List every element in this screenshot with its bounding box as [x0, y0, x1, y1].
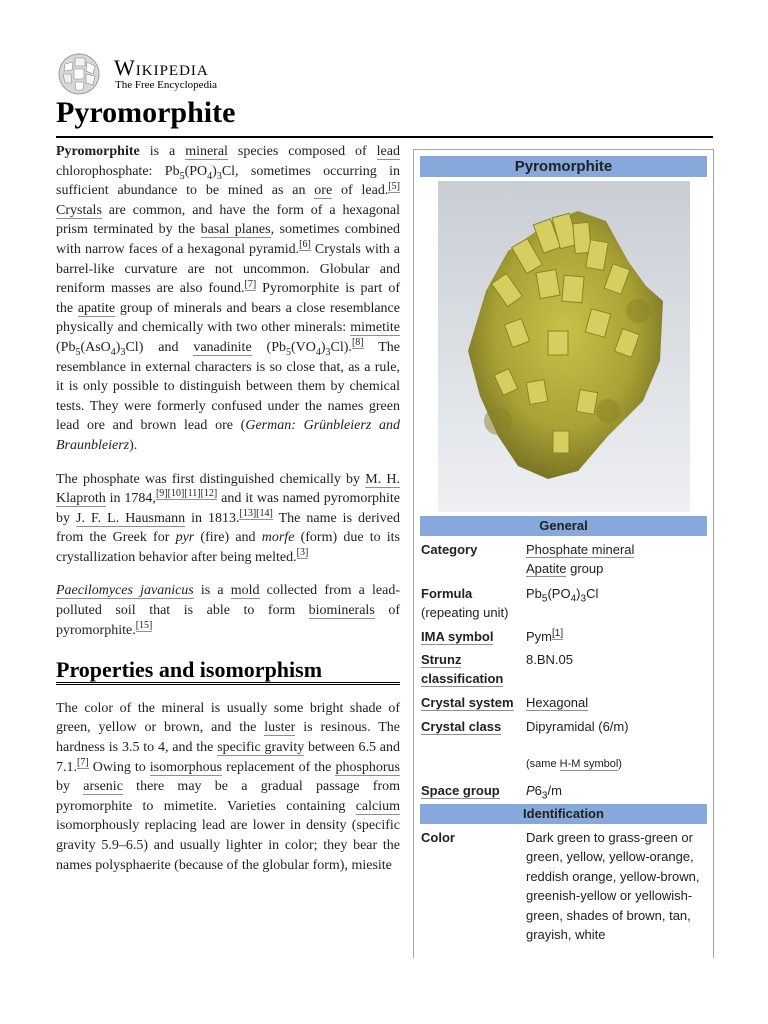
- link-basal-planes[interactable]: basal planes: [200, 222, 271, 238]
- text: species composed of: [227, 144, 377, 159]
- site-header: [55, 52, 355, 96]
- text: (form) due to its crystallization behavior after being melted.: [56, 530, 401, 565]
- citation-8[interactable]: [8]: [351, 337, 364, 349]
- citation-7b[interactable]: [7]: [77, 756, 89, 768]
- text: is resinous. The hardness is 3.5 to 4, and the: [56, 720, 400, 756]
- wikipedia-globe-logo[interactable]: [55, 52, 105, 96]
- link-hexagonal[interactable]: Hexagonal: [526, 695, 589, 710]
- link-lead[interactable]: lead: [376, 144, 400, 159]
- pyromorphite-crystal-illustration: [438, 181, 690, 512]
- formula-sublabel: (repeating unit): [421, 605, 509, 620]
- intro-paragraph-3: [56, 581, 400, 640]
- text: ).: [129, 437, 138, 453]
- space-group-value: [526, 781, 706, 800]
- link-mold[interactable]: mold: [230, 583, 260, 599]
- formula-subscript: 3: [325, 346, 331, 358]
- crystal-system-value: [526, 693, 706, 712]
- hm-pre: (same: [526, 758, 560, 770]
- ima-symbol-label[interactable]: [421, 627, 493, 646]
- strunz-label-line1: Strunz: [421, 652, 462, 667]
- formula-subscript: 3: [580, 593, 587, 605]
- link-paecilomyces[interactable]: [56, 583, 194, 599]
- text: replacement of the: [222, 759, 336, 775]
- text: is a: [139, 144, 186, 159]
- greek-morfe: morfe: [261, 530, 295, 546]
- text: (fire) and: [194, 530, 262, 546]
- specimen-image[interactable]: [438, 181, 690, 512]
- ima-symbol-value: [526, 627, 706, 646]
- crystal-system-label-text: Crystal system: [421, 695, 514, 710]
- link-crystals[interactable]: Crystals: [56, 202, 102, 218]
- link-ore[interactable]: ore: [314, 183, 333, 199]
- link-apatite[interactable]: apatite: [77, 300, 116, 316]
- text: , sometimes combined with narrow faces of a hexagonal pyramid.: [56, 222, 401, 257]
- formula-label: Formula: [421, 586, 473, 601]
- strunz-label-line2: classification: [421, 671, 504, 686]
- space-group-6: 6: [534, 783, 542, 798]
- link-klaproth[interactable]: M. H. Klaproth: [56, 471, 400, 507]
- space-group-label-text: Space group: [421, 783, 500, 798]
- text: (Pb: [56, 339, 76, 355]
- ima-symbol-label-text: IMA symbol: [421, 629, 494, 644]
- link-vanadinite[interactable]: vanadinite: [193, 339, 252, 355]
- formula-subscript: 5: [75, 346, 81, 358]
- formula-subscript: 4: [570, 593, 577, 605]
- formula-part: Cl: [221, 163, 236, 179]
- space-group-m: /m: [547, 783, 562, 798]
- text: are common, and have the form of a hexagonal prism terminated by the: [56, 202, 400, 238]
- formula-part: ): [212, 163, 217, 179]
- text: between 6.5 and 7.1.: [56, 740, 401, 775]
- text: is a: [193, 583, 231, 599]
- color-label: Color: [421, 830, 455, 845]
- link-biominerals[interactable]: biominerals: [308, 603, 375, 619]
- formula-subscript: 4: [110, 346, 116, 358]
- citation-15[interactable]: [15]: [135, 620, 153, 631]
- citation-11[interactable]: [11]: [184, 488, 201, 500]
- text: in 1813.: [185, 510, 240, 526]
- text: group of minerals and bears a close resemblance physically and chemically with two other minerals:: [56, 300, 400, 336]
- formula-part: (AsO: [80, 339, 111, 355]
- crystal-system-label[interactable]: [421, 693, 514, 712]
- citation-13[interactable]: [13]: [239, 508, 257, 520]
- text: of pyromorphite.: [56, 603, 400, 638]
- link-apatite-group[interactable]: Apatite: [526, 561, 567, 577]
- bold-term: Pyromorphite: [56, 144, 140, 159]
- crystal-class-value: Dipyramidal (6/m): [526, 719, 629, 734]
- heading-spacer: [56, 685, 400, 699]
- formula-subscript: 5: [179, 170, 185, 182]
- citation-3[interactable]: [3]: [296, 547, 309, 559]
- formula-subscript: 4: [315, 346, 321, 358]
- site-tagline: The Free Encyclopedia: [115, 79, 218, 91]
- formula-part: Pb: [164, 163, 180, 179]
- citation-7[interactable]: [7]: [244, 278, 257, 290]
- ima-symbol-text: Pym: [526, 629, 552, 644]
- intro-paragraph-2: [56, 470, 400, 568]
- text: Crystals with a barrel-like curvature are not uncommon. Globular and reniform masses are also found.: [56, 241, 400, 297]
- text: there may be a gradual passage from pyromorphite to mimetite. Varieties containing: [56, 779, 400, 814]
- link-paecilomyces-text: Paecilomyces javanicus: [56, 583, 194, 599]
- link-isomorphous[interactable]: isomorphous: [149, 759, 223, 775]
- greek-pyr: pyr: [175, 530, 195, 546]
- text: in 1784,: [105, 491, 156, 507]
- formula-part: ): [320, 339, 326, 355]
- formula-part: Cl: [586, 586, 599, 601]
- space-group-subscript: 3: [541, 790, 548, 802]
- strunz-value: 8.BN.05: [526, 652, 573, 667]
- formula-part: ): [115, 339, 121, 355]
- citation-5[interactable]: [5]: [388, 180, 400, 192]
- formula-subscript: 4: [207, 170, 213, 182]
- text: and it was named pyromorphite by: [56, 491, 400, 526]
- citation-1[interactable]: [1]: [552, 627, 564, 639]
- text: The name is derived from the Greek for: [56, 510, 401, 546]
- link-hm-symbol[interactable]: H-M symbol: [559, 758, 619, 770]
- text: The color of the mineral is usually some bright shade of green, yellow or brown, and the: [56, 700, 400, 736]
- infobox-heading-identification: Identification: [420, 804, 707, 824]
- citation-10[interactable]: [10]: [167, 488, 185, 500]
- link-mimetite[interactable]: mimetite: [350, 320, 400, 336]
- category-suffix: group: [566, 561, 604, 577]
- formula-part: (VO: [290, 339, 316, 355]
- formula-subscript: 5: [541, 593, 548, 605]
- hm-symbol-note: [526, 755, 706, 774]
- link-luster[interactable]: luster: [264, 720, 296, 736]
- article-body: [56, 142, 400, 889]
- crystal-class-label[interactable]: [421, 717, 501, 736]
- text: isomorphously replacing lead are lower in density (specific gravity 5.9–6.5) and usually lighter in color; they bear the names polysphaerite (because of the globular form), miesite: [56, 818, 400, 873]
- hm-post: ): [618, 758, 622, 770]
- text: The phosphate was first distinguished chemically by: [56, 471, 366, 487]
- section-heading-properties: Properties and isomorphism: [56, 660, 400, 685]
- infobox-heading-general: General: [420, 516, 707, 536]
- formula-subscript: 3: [216, 170, 222, 182]
- formula-subscript: 5: [285, 346, 291, 358]
- text: collected from a lead-polluted soil that is able to form: [56, 583, 400, 619]
- intro-paragraph-1: [56, 142, 400, 456]
- formula-value: [526, 584, 706, 603]
- strunz-label[interactable]: [421, 650, 503, 688]
- site-wordmark[interactable]: Wikipedia: [114, 55, 209, 80]
- link-calcium[interactable]: calcium: [355, 798, 400, 814]
- citation-9[interactable]: [9]: [155, 488, 168, 500]
- category-value: [526, 540, 706, 579]
- formula-part: ): [576, 586, 581, 601]
- link-specific-gravity[interactable]: specific gravity: [217, 740, 305, 756]
- space-group-p: P: [526, 783, 535, 798]
- properties-paragraph: [56, 699, 400, 875]
- formula-part: (PO: [547, 586, 571, 601]
- citation-6[interactable]: [6]: [299, 239, 311, 251]
- link-phosphorus[interactable]: phosphorus: [335, 759, 400, 775]
- text: by: [56, 779, 84, 795]
- text: chlorophosphate:: [56, 163, 165, 179]
- citation-14[interactable]: [14]: [256, 508, 273, 520]
- page-title: Pyromorphite: [56, 96, 236, 129]
- mineral-infobox: [413, 149, 714, 958]
- text: Pyromorphite is part of the: [56, 281, 400, 316]
- formula-part: Cl).: [330, 339, 352, 355]
- link-mineral[interactable]: mineral: [185, 144, 228, 159]
- title-divider: [56, 136, 713, 138]
- space-group-label[interactable]: [421, 781, 500, 800]
- citation-12[interactable]: [12]: [200, 488, 218, 500]
- text: Owing to: [88, 759, 150, 775]
- text: , sometimes occurring in sufficient abundance to be mined as an: [56, 163, 401, 199]
- color-value: Dark green to grass-green or green, yellow, yellow-orange, reddish orange, yellow-brown, greenish-yellow or yellowish-green, shades of brown, tan, grayish, white: [526, 830, 700, 943]
- formula-part: Cl) and: [125, 339, 194, 355]
- category-label: Category: [421, 542, 478, 557]
- german-names: German: Grünbleierz and Braunbleierz: [56, 418, 400, 453]
- link-phosphate-mineral[interactable]: Phosphate mineral: [526, 542, 635, 557]
- text: (Pb: [251, 339, 286, 355]
- formula-part: (PO: [184, 163, 208, 179]
- formula: [164, 163, 236, 182]
- link-arsenic[interactable]: arsenic: [83, 779, 123, 795]
- formula-part: Pb: [526, 586, 542, 601]
- link-hausmann[interactable]: J. F. L. Hausmann: [76, 510, 186, 526]
- text: The resemblance in external characters is so close that, as a rule, it is only possible to distinguish between them by chemical tests. They were formerly confused under the names green lead ore and brown lead ore (: [56, 339, 401, 434]
- infobox-title: Pyromorphite: [420, 156, 707, 177]
- formula-subscript: 3: [120, 346, 126, 358]
- crystal-class-label-text: Crystal class: [421, 719, 502, 734]
- text: of lead.: [332, 183, 389, 199]
